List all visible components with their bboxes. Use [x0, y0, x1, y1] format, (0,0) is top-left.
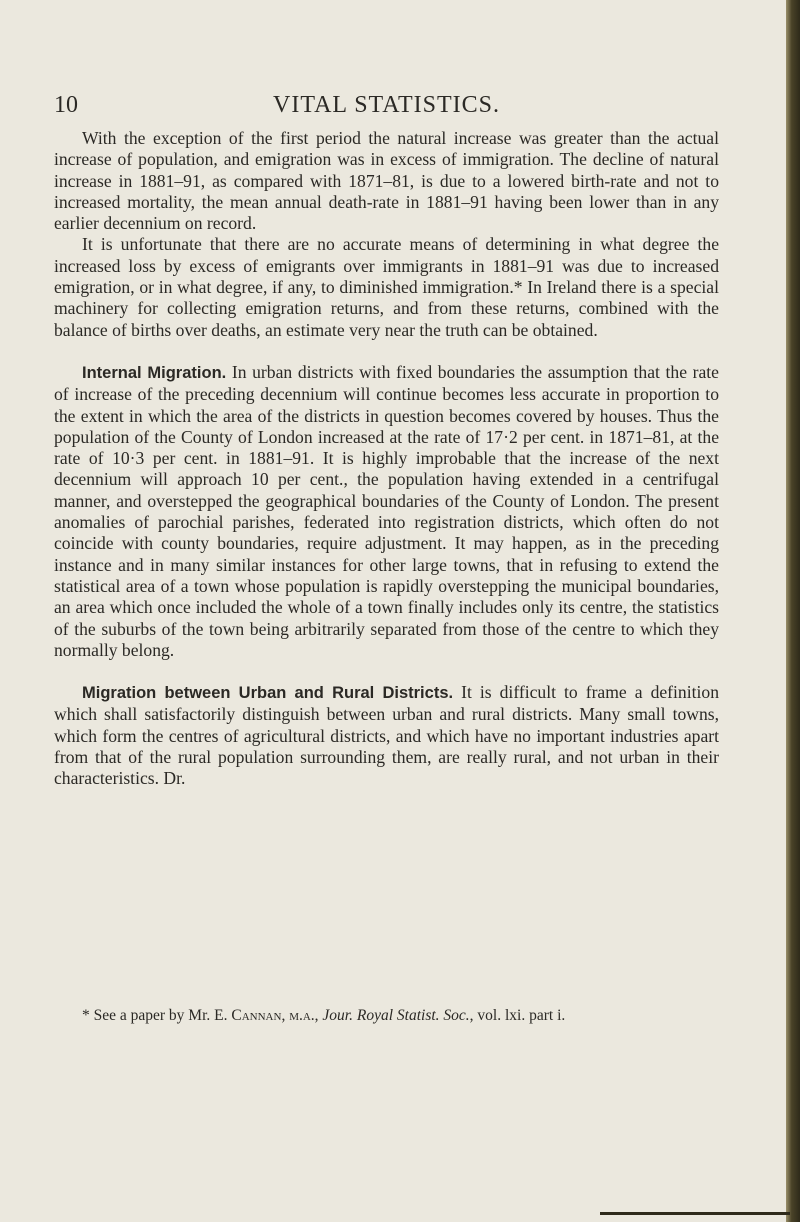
running-title: VITAL STATISTICS. — [273, 92, 500, 118]
section-text-internal-migration: In urban districts with fixed boundaries the assumption that the rate of increase of the preceding decennium will continue becomes less accurate in proportion to the extent in which the area of the districts in question becomes covered by houses. Thus the population of the County of London increased at the rate of 17·2 per cent. in 1871–81, at the rate of 10·3 per cent. in 1881–91. It is highly improbable that the increase of the next decennium will approach 10 per cent., the population having extended in a centrifugal manner, and overstepped the geographical boundaries of the County of London. The present anomalies of parochial parishes, federated into registration districts, which often do not coincide with county boundaries, require adjustment. It may happen, as in the preceding instance and in many similar instances for other large towns, that in refusing to extend the statistical area of a town whose population is rapidly overstepping the municipal boundaries, an area which once included the whole of a town finally includes only its centre, the statistics of the suburbs of the town being arbitrarily separated from those of the centre to which they normally belong. — [54, 361, 719, 660]
footnote — [54, 1006, 719, 1025]
footnote-degree: m.a. — [289, 1007, 315, 1024]
body-text — [54, 128, 719, 790]
footnote-author: Cannan — [231, 1007, 282, 1024]
paragraph-emigration-measurement: It is unfortunate that there are no accurate means of determining in what degree the increased loss by excess of emigrants over immigrants in 1881–91 was due to increased emigration, or in what degree, if any, to diminished immigration.* In Ireland there is a special machinery for collecting emigration returns, and from these returns, combined with the balance of births over deaths, an estimate very near the truth can be obtained. — [54, 234, 719, 340]
section-heading-urban-rural-migration: Migration between Urban and Rural Districts. — [82, 684, 454, 703]
page-number: 10 — [54, 92, 78, 118]
page-edge-shadow — [786, 0, 800, 1222]
footnote-volume: vol. lxi. part i. — [477, 1007, 566, 1024]
footnote-text: * See a paper by Mr. E. Cannan, m.a., Jour. Royal Statist. Soc., vol. lxi. part i. — [82, 1007, 566, 1024]
footnote-lead: See a paper by Mr. E. — [93, 1007, 228, 1024]
section-heading-internal-migration: Internal Migration. — [82, 363, 227, 382]
bottom-edge-shadow — [600, 1212, 790, 1215]
footnote-marker: * — [82, 1007, 90, 1024]
section-urban-rural-migration — [54, 682, 719, 789]
page-header — [54, 92, 719, 122]
footnote-journal: Jour. Royal Statist. Soc. — [322, 1007, 470, 1024]
paragraph-natural-increase: With the exception of the first period the natural increase was greater than the actual increase of population, and emigration was in excess of immigration. The decline of natural increase in 1881–91, as compared with 1871–81, is due to a lowered birth-rate and not to increased mortality, the mean annual death-rate in 1881–91 having been lower than in any earlier decennium on record. — [54, 128, 719, 234]
section-text-urban-rural-migration: It is difficult to frame a definition which shall satisfactorily distinguish between urban and rural districts. Many small towns, which form the centres of agricultural districts, and which have no important industries apart from that of the rural population surrounding them, are really rural, and not urban in their characteristics. Dr. — [54, 682, 719, 789]
section-internal-migration — [54, 362, 719, 661]
